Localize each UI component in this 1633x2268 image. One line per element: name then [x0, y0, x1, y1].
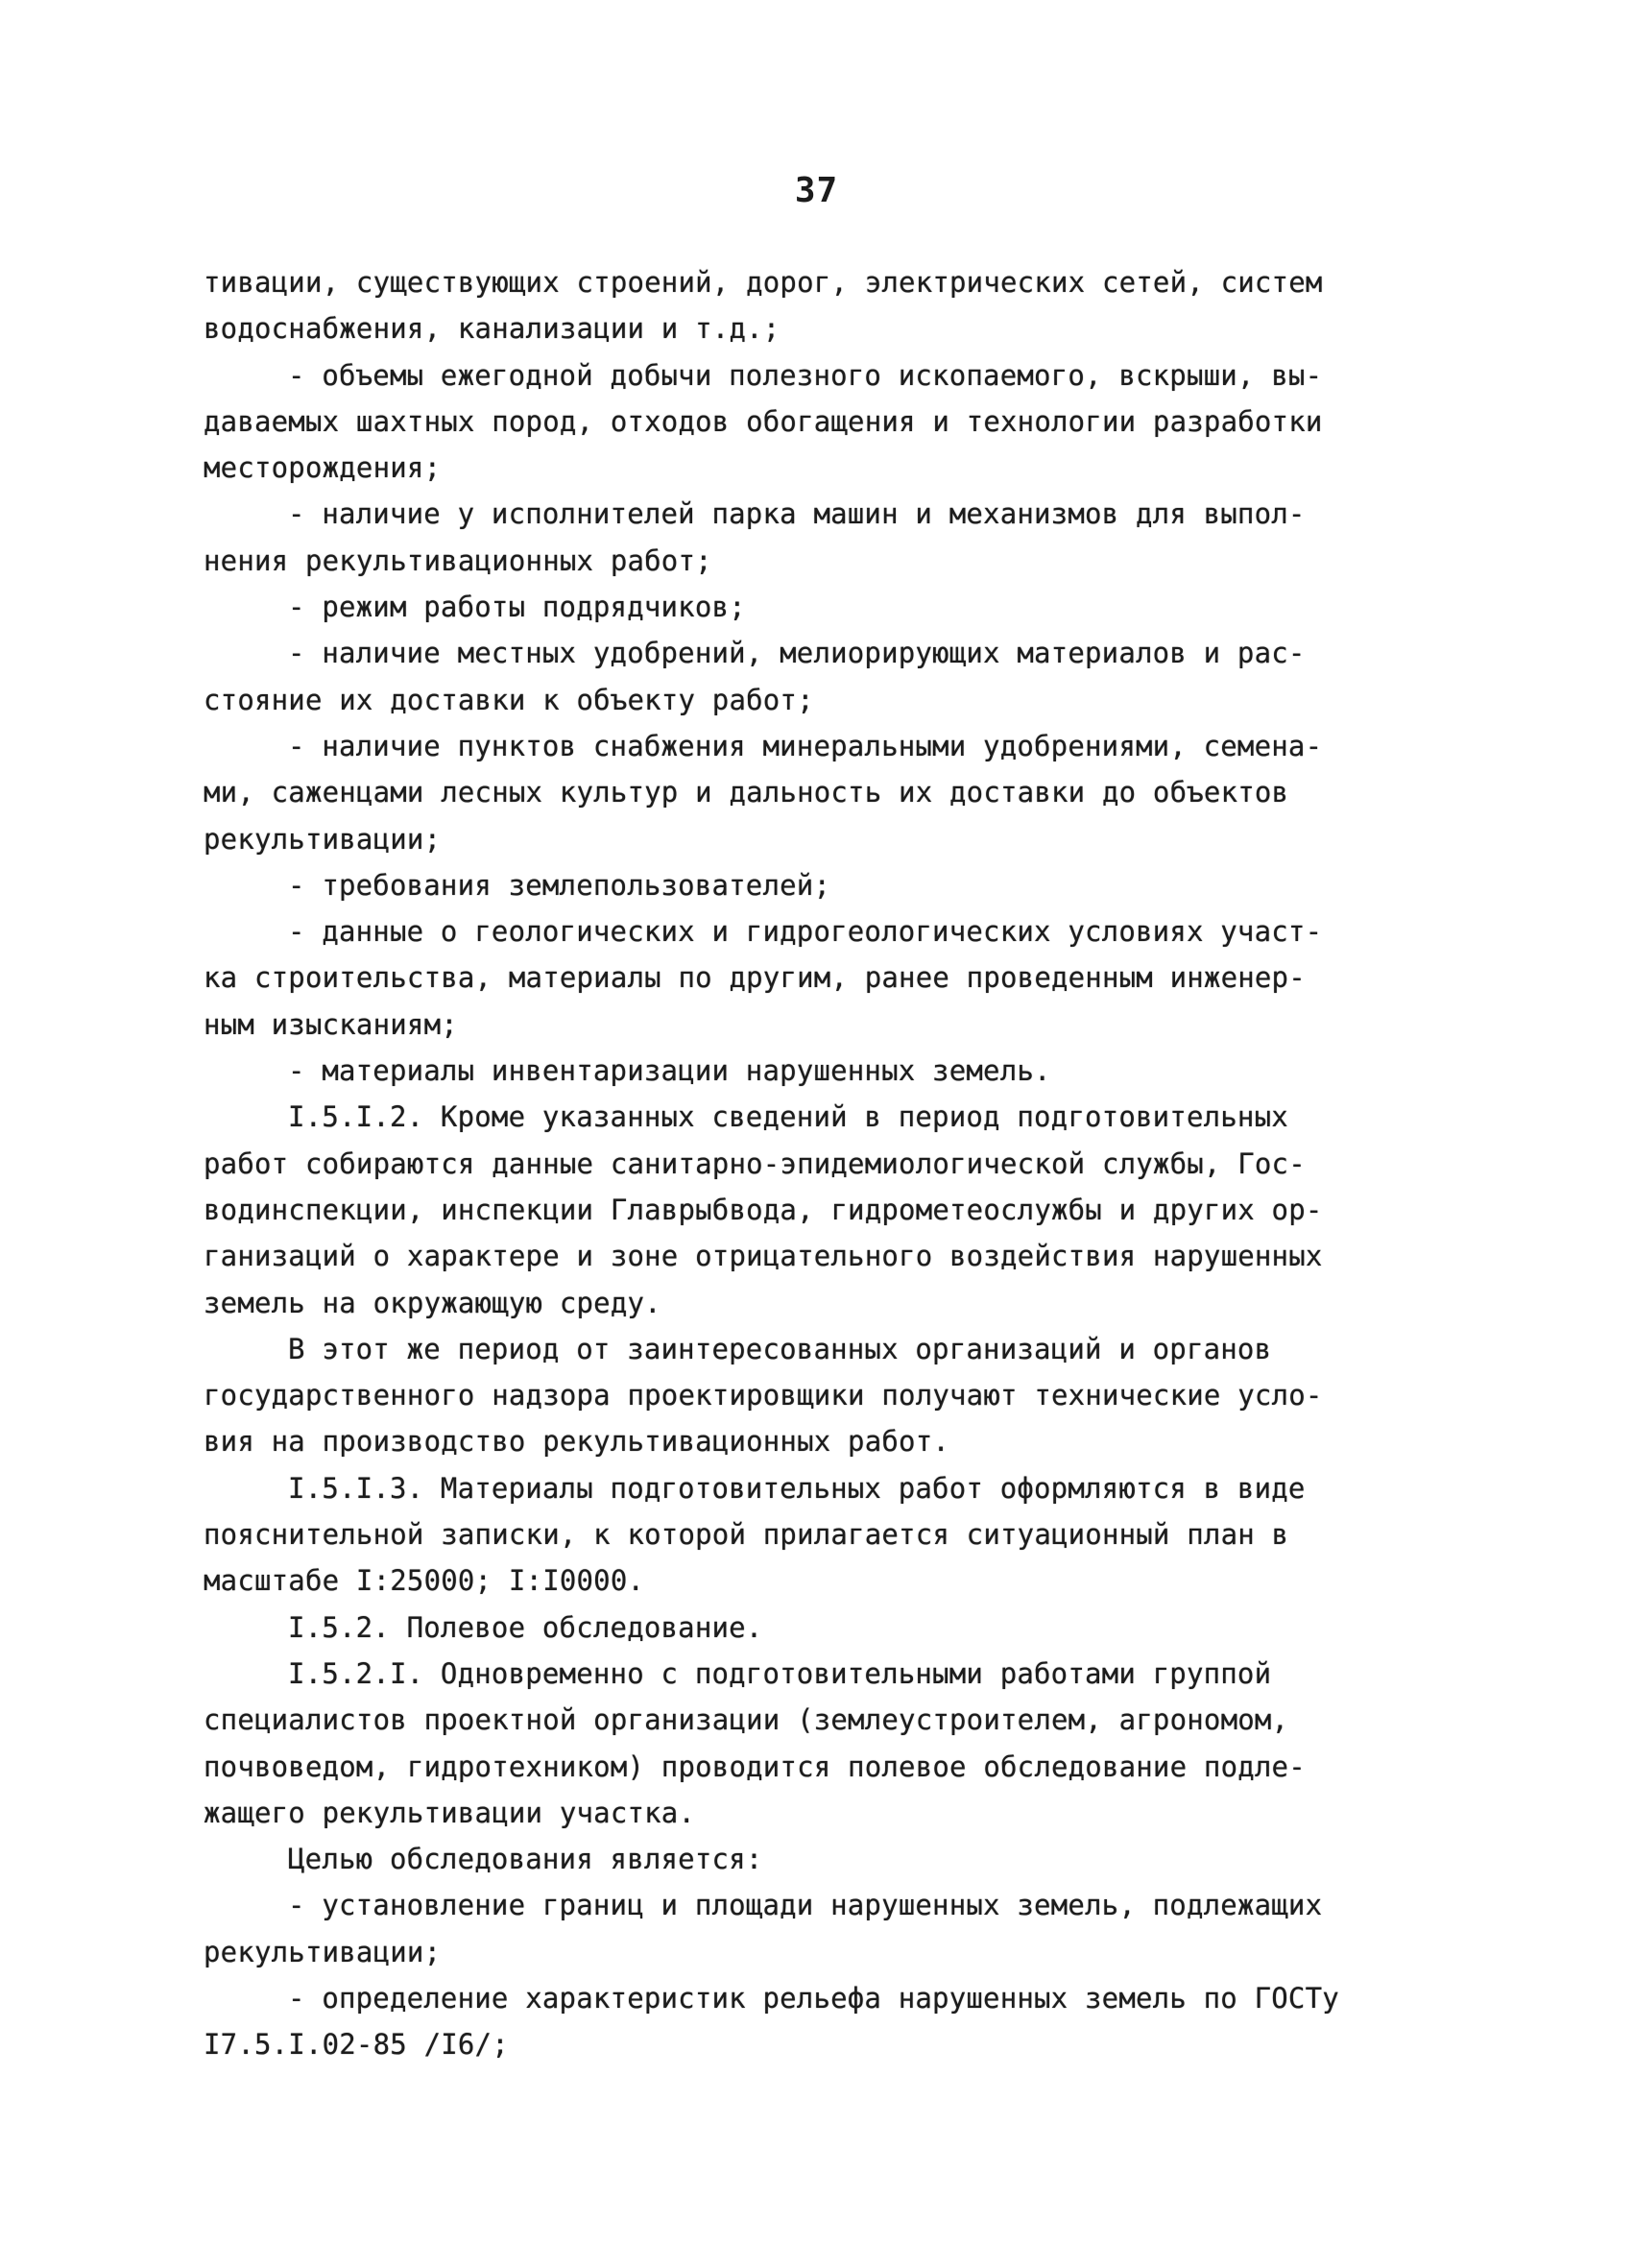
- text-line: - объемы ежегодной добычи полезного ископаемого, вскрыши, вы-: [288, 358, 1323, 392]
- text-line: ми, саженцами лесных культур и дальность их доставки до объектов: [204, 776, 1289, 809]
- text-line: даваемых шахтных пород, отходов обогащения и технологии разработки: [204, 404, 1323, 438]
- text-line: рекультивации;: [204, 1935, 442, 1968]
- text-line: государственного надзора проектировщики получают технические усло-: [204, 1379, 1323, 1412]
- text-line: работ собираются данные санитарно-эпидемиологической службы, Гос-: [204, 1146, 1306, 1180]
- text-line: - наличие у исполнителей парка машин и механизмов для выпол-: [288, 497, 1306, 531]
- text-line: рекультивации;: [204, 822, 442, 856]
- text-line: масштабе I:25000; I:I0000.: [204, 1564, 645, 1598]
- text-line: - наличие пунктов снабжения минеральными удобрениями, семена-: [288, 729, 1323, 762]
- text-line: водоснабжения, канализации и т.д.;: [204, 312, 780, 346]
- text-line: В этот же период от заинтересованных организаций и органов: [288, 1332, 1272, 1365]
- text-line: - требования землепользователей;: [288, 868, 831, 902]
- text-line: - материалы инвентаризации нарушенных земель.: [288, 1054, 1051, 1088]
- text-line: ка строительства, материалы по другим, ранее проведенным инженер-: [204, 961, 1306, 995]
- text-line: I.5.I.3. Материалы подготовительных работ оформляются в виде: [288, 1471, 1306, 1505]
- text-line: - режим работы подрядчиков;: [288, 591, 746, 624]
- text-line: - установление границ и площади нарушенных земель, подлежащих: [288, 1889, 1323, 1922]
- text-line: I.5.2. Полевое обследование.: [288, 1610, 763, 1644]
- text-line: земель на окружающую среду.: [204, 1286, 661, 1319]
- text-line: стояние их доставки к объекту работ;: [204, 683, 814, 716]
- text-line: почвоведом, гидротехником) проводится полевое обследование подле-: [204, 1749, 1306, 1783]
- text-line: ганизаций о характере и зоне отрицательного воздействия нарушенных: [204, 1240, 1323, 1273]
- text-line: жащего рекультивации участка.: [204, 1796, 696, 1829]
- text-line: вия на производство рекультивационных работ.: [204, 1425, 950, 1459]
- text-line: тивации, существующих строений, дорог, электрических сетей, систем: [204, 266, 1323, 299]
- text-line: специалистов проектной организации (землеустроителем, агрономом,: [204, 1703, 1289, 1737]
- text-line: - наличие местных удобрений, мелиорирующих материалов и рас-: [288, 637, 1306, 670]
- text-line: I7.5.I.02-85 /I6/;: [204, 2028, 509, 2062]
- text-line: Целью обследования является:: [288, 1843, 763, 1876]
- page-number: 37: [794, 171, 839, 210]
- text-line: месторождения;: [204, 451, 442, 485]
- text-line: ным изысканиям;: [204, 1007, 458, 1041]
- text-line: водинспекции, инспекции Главрыбвода, гидрометеослужбы и других ор-: [204, 1193, 1323, 1226]
- text-line: I.5.I.2. Кроме указанных сведений в период подготовительных: [288, 1100, 1288, 1134]
- text-line: - определение характеристик рельефа нарушенных земель по ГОСТу: [288, 1981, 1339, 2015]
- text-line: - данные о геологических и гидрогеологических условиях участ-: [288, 915, 1323, 949]
- text-line: пояснительной записки, к которой прилагается ситуационный план в: [204, 1518, 1289, 1552]
- text-line: нения рекультивационных работ;: [204, 543, 712, 577]
- body-text: [204, 259, 1432, 2068]
- text-line: I.5.2.I. Одновременно с подготовительными работами группой: [288, 1656, 1272, 1690]
